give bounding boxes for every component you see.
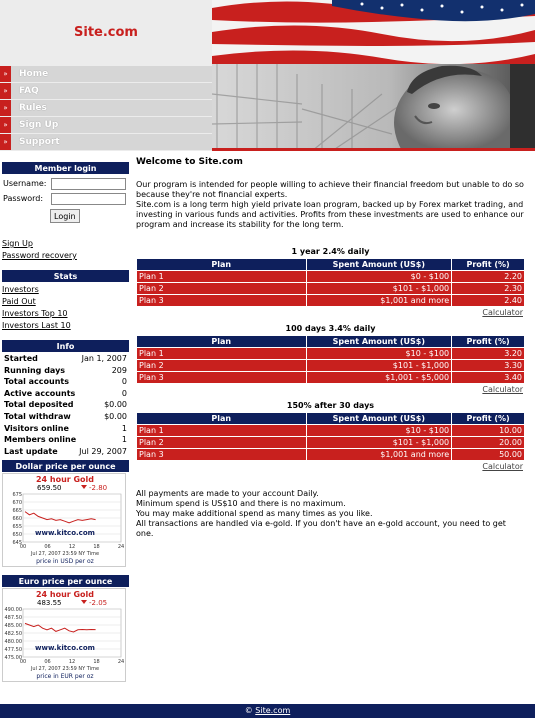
table-cell: Plan 3 [137, 372, 307, 384]
table-cell: 3.40 [452, 372, 525, 384]
table-cell: $10 - $100 [306, 425, 452, 437]
gold-chart-svg [3, 589, 127, 683]
investors-last10-link[interactable]: Investors Last 10 [2, 321, 71, 330]
table-cell: $0 - $100 [306, 271, 452, 283]
nav-label: Home [19, 69, 49, 79]
login-button[interactable]: Login [50, 209, 80, 223]
plan-header-row [137, 336, 525, 348]
chart-price: 659.50 [37, 484, 62, 493]
x-tick-label: 00 [19, 659, 27, 666]
stats-heading: Stats [2, 270, 129, 282]
down-arrow-icon [81, 485, 87, 489]
y-tick-label: 645 [12, 540, 22, 547]
intro-text: Our program is intended for people willing to achieve their financial freedom but unable to do so because they're not financial experts. [136, 180, 524, 199]
x-tick-label: 06 [44, 544, 51, 551]
chart-date: Jul 27, 2007 23:59 NY Time [30, 551, 100, 558]
nav-arrow-icon: » [0, 117, 11, 133]
info-value: 0 [121, 377, 127, 387]
nav-label: Sign Up [19, 120, 59, 130]
table-cell: $1,001 - $5,000 [306, 372, 452, 384]
y-tick-label: 655 [12, 524, 22, 531]
nav-item-home[interactable] [0, 66, 212, 82]
table-cell: $101 - $1,000 [306, 437, 452, 449]
table-cell: Plan 1 [137, 425, 307, 437]
table-cell: Plan 2 [137, 283, 307, 295]
column-header: Plan [137, 259, 307, 271]
table-row [137, 283, 525, 295]
table-cell: Plan 1 [137, 348, 307, 360]
info-row [2, 353, 129, 365]
table-cell: 2.20 [452, 271, 525, 283]
nav-label: Support [19, 137, 60, 147]
info-value: 1 [121, 423, 127, 433]
x-tick-label: 18 [93, 544, 100, 551]
gold-chart-svg [3, 474, 127, 568]
plan-group-title: 1 year 2.4% daily [291, 247, 370, 256]
note-line: You may make additional spend as many times as you like. [136, 509, 373, 518]
info-key: Total withdraw [4, 411, 71, 421]
table-cell: Plan 2 [137, 437, 307, 449]
info-row [2, 365, 129, 377]
info-table [2, 352, 129, 457]
table-row [137, 372, 525, 384]
table-cell: $101 - $1,000 [306, 360, 452, 372]
table-cell: 2.30 [452, 283, 525, 295]
login-form [2, 174, 129, 238]
chart-date: Jul 27, 2007 23:59 NY Time [30, 666, 100, 673]
plan-table [136, 335, 525, 384]
password-label: Password: [3, 194, 44, 203]
calculator-link[interactable]: Calculator [482, 385, 523, 394]
logo-area [0, 0, 212, 64]
y-tick-label: 480.00 [4, 639, 22, 646]
x-tick-label: 12 [68, 544, 76, 551]
table-cell: $1,001 and more [306, 295, 452, 307]
euro-price-heading: Euro price per ounce [2, 575, 129, 587]
column-header: Spent Amount (US$) [306, 259, 452, 271]
copyright-symbol: © [244, 706, 253, 715]
notes [136, 489, 525, 539]
table-cell: Plan 2 [137, 360, 307, 372]
info-key: Running days [4, 365, 66, 375]
y-tick-label: 670 [12, 500, 22, 507]
table-cell: 3.20 [452, 348, 525, 360]
chart-title: 24 hour Gold [35, 590, 95, 600]
header [0, 0, 535, 151]
username-label: Username: [3, 179, 47, 188]
column-header: Plan [137, 413, 307, 425]
chart-change: -2.80 [89, 484, 108, 493]
info-row [2, 446, 129, 458]
calculator-link[interactable]: Calculator [482, 308, 523, 317]
table-cell: Plan 1 [137, 271, 307, 283]
header-photo [212, 64, 535, 151]
note-line: All transactions are handled via e-gold. If you don't have an e-gold account, you need to get one. [136, 519, 506, 538]
dollar-price-heading: Dollar price per ounce [2, 460, 129, 472]
euro-gold-chart[interactable] [2, 588, 126, 682]
password-recovery-link[interactable]: Password recovery [2, 251, 77, 260]
info-row [2, 423, 129, 435]
table-cell: 2.40 [452, 295, 525, 307]
info-key: Visitors online [4, 423, 69, 433]
intro-text-2: Site.com is a long term high yield private loan program, backed up by Forex market trading, and investing in various funds and activities. Profits from these investments are used to enhance our program and increase its stability for the long term. [136, 200, 524, 229]
username-input[interactable] [51, 178, 126, 190]
nav-arrow-icon: » [0, 83, 11, 99]
info-key: Total accounts [4, 377, 69, 387]
nav-item-signup[interactable] [0, 117, 212, 133]
info-value: $0.00 [104, 411, 127, 421]
flag-banner [212, 0, 535, 64]
info-key: Total deposited [4, 400, 74, 410]
y-tick-label: 675 [12, 492, 22, 499]
calculator-link[interactable]: Calculator [482, 462, 523, 471]
x-tick-label: 18 [93, 659, 100, 666]
column-header: Profit (%) [452, 259, 525, 271]
table-cell: 20.00 [452, 437, 525, 449]
info-value: 1 [121, 435, 127, 445]
column-header: Profit (%) [452, 413, 525, 425]
column-header: Plan [137, 336, 307, 348]
x-tick-label: 06 [44, 659, 51, 666]
note-line: Minimum spend is US$10 and there is no maximum. [136, 499, 346, 508]
table-row [137, 348, 525, 360]
y-tick-label: 477.50 [4, 647, 22, 654]
down-arrow-icon [81, 600, 87, 604]
nav-item-support[interactable] [0, 134, 212, 150]
table-row [137, 271, 525, 283]
info-value: 0 [121, 388, 127, 398]
paid-out-link[interactable]: Paid Out [2, 297, 36, 306]
nav-item-rules[interactable] [0, 100, 212, 116]
chart-change: -2.05 [89, 599, 108, 608]
y-tick-label: 482.50 [4, 631, 22, 638]
chart-title: 24 hour Gold [35, 475, 95, 485]
info-key: Active accounts [4, 388, 76, 398]
nav-item-faq[interactable] [0, 83, 212, 99]
table-cell: Plan 3 [137, 449, 307, 461]
column-header: Profit (%) [452, 336, 525, 348]
column-header: Spent Amount (US$) [306, 336, 452, 348]
investors-top10-link[interactable]: Investors Top 10 [2, 309, 68, 318]
y-tick-label: 485.00 [4, 623, 22, 630]
plan-group-title: 150% after 30 days [286, 401, 375, 410]
nav-label: FAQ [19, 86, 39, 96]
y-tick-label: 660 [12, 516, 22, 523]
info-row [2, 399, 129, 411]
site-logo[interactable]: Site.com [74, 24, 138, 40]
sidebar [2, 162, 129, 682]
nav-arrow-icon: » [0, 100, 11, 116]
chart-caption: price in USD per oz [36, 558, 94, 566]
column-header: Spent Amount (US$) [306, 413, 452, 425]
plan-groups [136, 246, 525, 473]
nav-arrow-icon: » [0, 134, 11, 150]
x-tick-label: 12 [68, 659, 76, 666]
info-key: Started [4, 354, 38, 363]
header-divider [212, 148, 535, 151]
main-content [136, 157, 525, 539]
table-row [137, 449, 525, 461]
table-row [137, 437, 525, 449]
footer [0, 704, 535, 718]
table-cell: $10 - $100 [306, 348, 452, 360]
info-row [2, 434, 129, 446]
info-value: $0.00 [104, 400, 127, 410]
info-key: Last update [4, 446, 58, 456]
signup-link[interactable]: Sign Up [2, 239, 33, 248]
y-tick-label: 650 [12, 532, 22, 539]
chart-watermark: www.kitco.com [35, 644, 95, 653]
plan-header-row [137, 259, 525, 271]
chart-caption: price in EUR per oz [36, 673, 94, 681]
info-key: Members online [4, 435, 77, 445]
table-row [137, 295, 525, 307]
x-tick-label: 24 [117, 659, 125, 666]
info-row [2, 376, 129, 388]
table-cell: 3.30 [452, 360, 525, 372]
table-row [137, 360, 525, 372]
dollar-gold-chart[interactable] [2, 473, 126, 567]
investors-link[interactable]: Investors [2, 285, 39, 294]
info-value: Jul 29, 2007 [79, 446, 127, 456]
member-login-heading: Member login [2, 162, 129, 174]
plan-group-title: 100 days 3.4% daily [285, 324, 376, 333]
table-row [137, 425, 525, 437]
nav-label: Rules [19, 103, 47, 113]
footer-site-link[interactable]: Site.com [255, 706, 291, 715]
y-tick-label: 487.50 [4, 615, 22, 622]
x-tick-label: 00 [19, 544, 27, 551]
password-input[interactable] [51, 193, 126, 205]
y-tick-label: 490.00 [4, 607, 22, 614]
x-tick-label: 24 [117, 544, 125, 551]
table-cell: $1,001 and more [306, 449, 452, 461]
chart-watermark: www.kitco.com [35, 529, 95, 538]
plan-table [136, 258, 525, 307]
plan-table [136, 412, 525, 461]
page-title: Welcome to Site.com [136, 157, 243, 167]
main-nav [0, 64, 212, 151]
table-cell: 10.00 [452, 425, 525, 437]
table-cell: 50.00 [452, 449, 525, 461]
note-line: All payments are made to your account Daily. [136, 489, 319, 498]
info-value: Jan 1, 2007 [81, 354, 127, 363]
nav-arrow-icon: » [0, 66, 11, 82]
info-value: 209 [111, 365, 127, 375]
chart-price: 483.55 [37, 599, 62, 608]
info-row [2, 411, 129, 423]
y-tick-label: 475.00 [4, 655, 22, 662]
table-cell: $101 - $1,000 [306, 283, 452, 295]
table-cell: Plan 3 [137, 295, 307, 307]
info-heading: Info [2, 340, 129, 352]
y-tick-label: 665 [12, 508, 22, 515]
plan-header-row [137, 413, 525, 425]
info-row [2, 388, 129, 400]
